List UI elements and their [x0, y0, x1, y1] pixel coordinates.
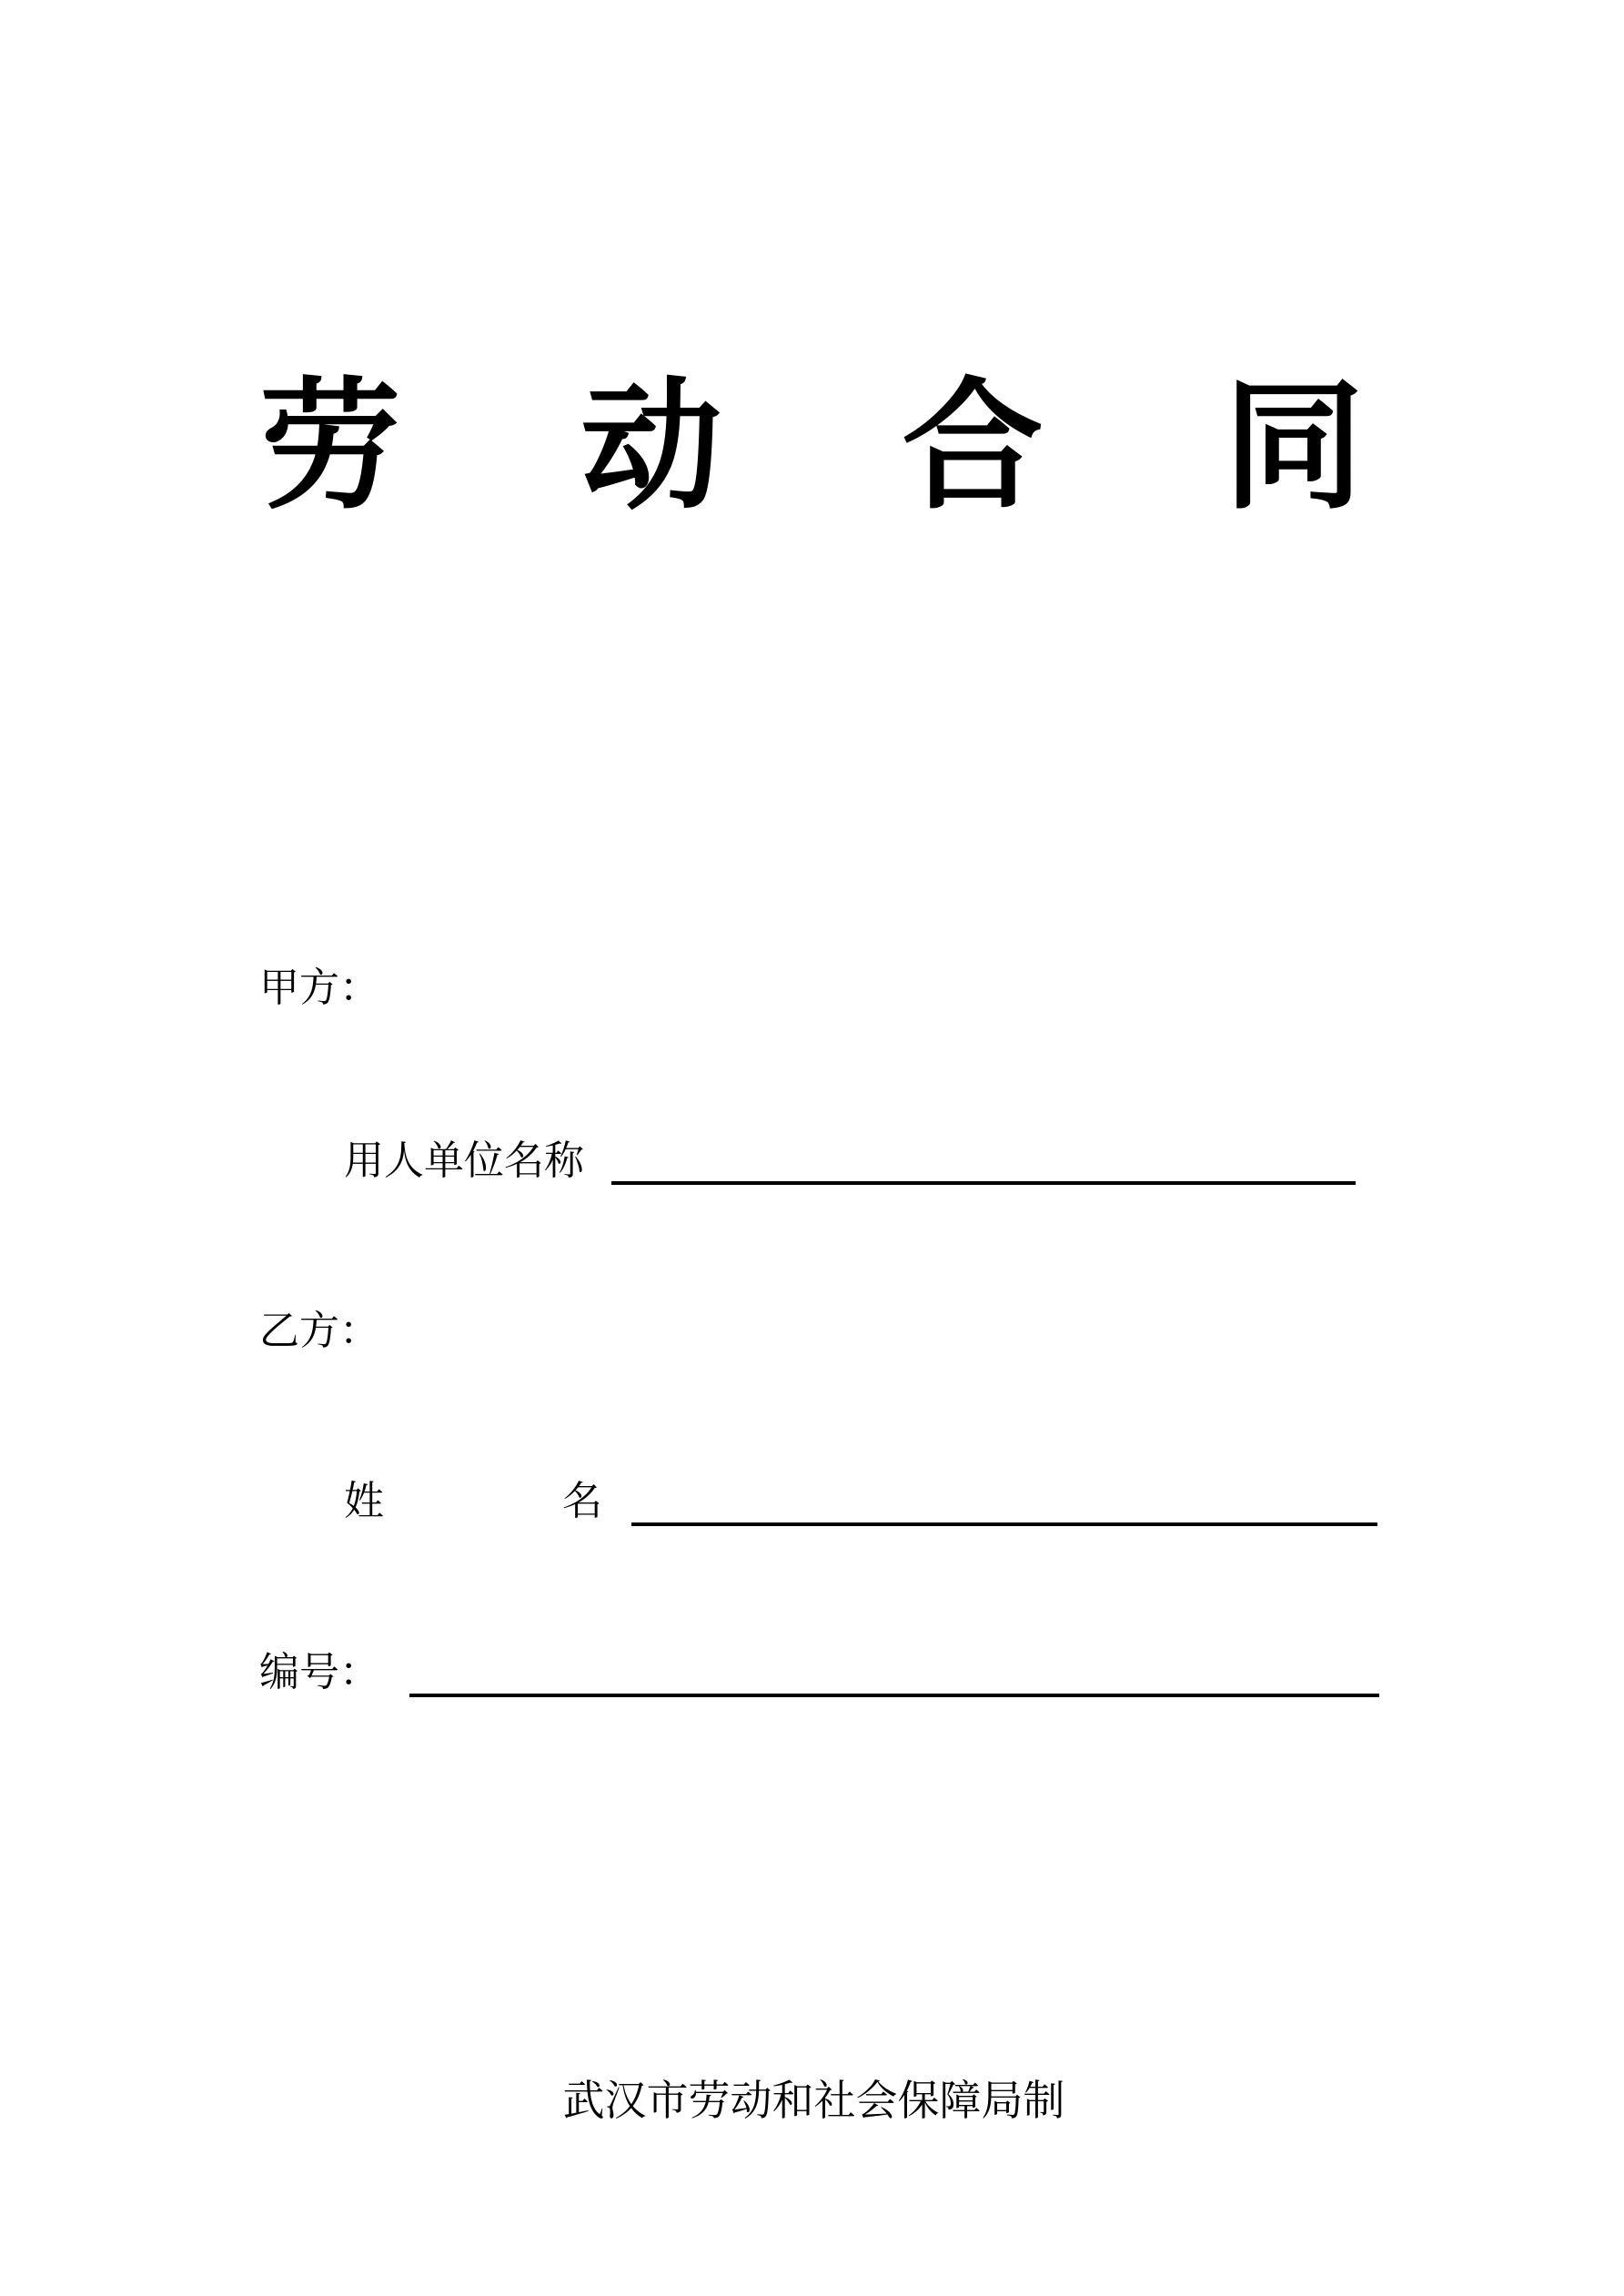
- contract-number-field-line[interactable]: [409, 1694, 1379, 1697]
- name-label-first-char: 姓: [344, 1478, 384, 1524]
- name-label-second-char: 名: [562, 1478, 602, 1524]
- page-title: 劳 动 合 同: [259, 362, 1430, 529]
- employer-name-label: 用人单位名称: [344, 1138, 584, 1184]
- party-b-label: 乙方：: [259, 1308, 379, 1354]
- employee-name-field-line[interactable]: [631, 1522, 1377, 1526]
- contract-number-label: 编号：: [259, 1649, 379, 1695]
- party-a-label: 甲方：: [259, 965, 379, 1011]
- employer-name-field-line[interactable]: [611, 1181, 1356, 1185]
- issuer-text: 武汉市劳动和社会保障局制: [562, 2076, 1065, 2125]
